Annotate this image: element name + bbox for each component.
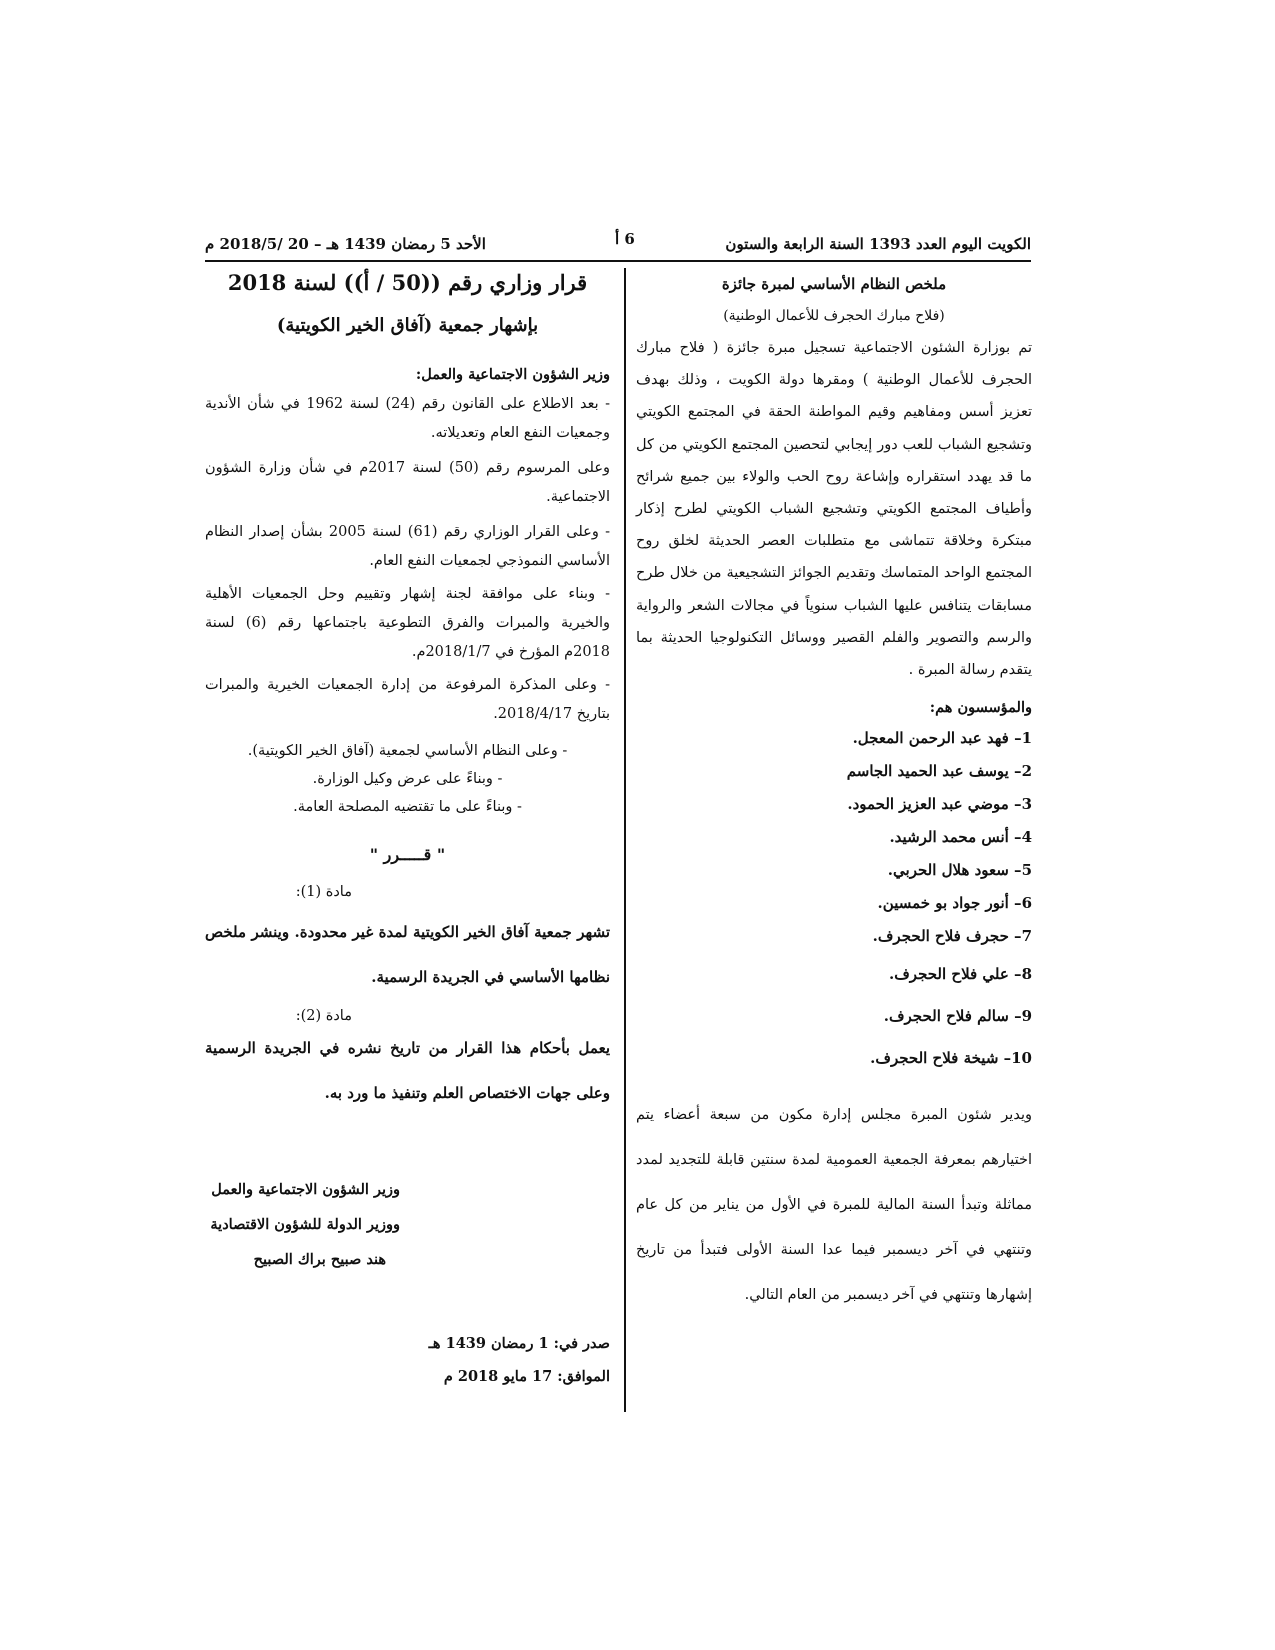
list-item: 4– أنس محمد الرشيد. [889,828,1032,847]
decree-subtitle: بإشهار جمعية (آفاق الخير الكويتية) [276,315,539,336]
clause-paragraph: - وعلى المذكرة المرفوعة من إدارة الجمعيات الخيرية والمبرات بتاريخ 2018/4/17. [205,677,610,722]
decree-title: قرار وزاري رقم ((50 / أ)) لسنة 2018 [227,270,588,295]
statute-summary-body: تم بوزارة الشئون الاجتماعية تسجيل مبرة جائزة ( فلاح مبارك الحجرف للأعمال الوطنية ) ومقرها دولة الكويت ، وذلك بهدف تعزيز أسس ومفاهيم وقيم المواطنة الحقة في المجتمع الكويتي وتشجيع الشباب للعب دور إيجابي لتحصين المجتمع الكويتي من كل ما قد يهدد استقراره وإشاعة روح الحب والولاء بين جميع شرائح وأطياف المجتمع الكويتي وتشجيع الشباب الكويتي لطرح إذكار مبتكرة وخلاقة تتماشى مع متطلبات العصر الحديثة لخلق روح المجتمع الواحد المتماسك وتقديم الجوائز التشجيعية من خلال طرح مسابقات يتنافس عليها الشباب سنوياً في مجالات الشعر والرواية والرسم والتصوير والفلم القصير ووسائل التكنولوجيا الحديثة بما يتقدم رسالة المبرة . [636,340,1032,679]
article-2-label: مادة (2): [295,1008,352,1024]
list-item: 10– شيخة فلاح الحجرف. [870,1049,1032,1068]
column-divider [624,268,626,1412]
header-issue-info: الكويت اليوم العدد 1393 السنة الرابعة والستون [725,235,1031,253]
header-page-number: 6 أ [615,230,635,248]
signature-line: ووزير الدولة للشؤون الاقتصادية [210,1216,400,1233]
clause-paragraph: وعلى المرسوم رقم (50) لسنة 2017م في شأن وزارة الشؤون الاجتماعية. [205,460,610,505]
clause-paragraph: - وبناءً على ما تقتضيه المصلحة العامة. [293,799,522,815]
header-date: الأحد 5 رمضان 1439 هـ – 20 /2018/5 م [205,235,486,253]
issued-gregorian: الموافق: 17 مايو 2018 م [443,1368,610,1385]
clause-paragraph: - وبناءً على عرض وكيل الوزارة. [312,771,503,787]
issue-date-block [205,1327,610,1393]
list-item: 6– أنور جواد بو خمسين. [877,894,1032,913]
decision-heading: " قـــــرر " [369,845,446,864]
founders-label: والمؤسسون هم: [929,699,1032,717]
page-header [205,228,1031,262]
clause-paragraph: - وعلى النظام الأساسي لجمعية (آفاق الخير الكويتية). [247,743,568,759]
article-1-label: مادة (1): [295,884,352,900]
list-item: 7– حجرف فلاح الحجرف. [872,927,1032,946]
list-item: 9– سالم فلاح الحجرف. [883,1007,1032,1026]
signature-name: هند صبيح براك الصبيح [253,1251,386,1268]
board-paragraph: ويدير شئون المبرة مجلس إدارة مكون من سبعة أعضاء يتم اختيارهم بمعرفة الجمعية العمومية لمدة سنتين قابلة للتجديد لمدد مماثلة وتبدأ السنة المالية للمبرة في الأول من يناير من كل عام وتنتهي في آخر ديسمبر فيما عدا السنة الأولى فتبدأ من تاريخ إشهارها وتنتهي في آخر ديسمبر من العام التالي. [636,1107,1032,1304]
short-clauses [205,737,610,821]
list-item: 3– موضي عبد العزيز الحمود. [847,795,1032,814]
statute-summary-title: ملخص النظام الأساسي لمبرة جائزة [721,275,947,293]
minister-line: وزير الشؤون الاجتماعية والعمل: [415,366,610,383]
right-column [636,268,1032,1318]
left-column [205,268,610,1393]
clause-paragraph: - وعلى القرار الوزاري رقم (61) لسنة 2005 بشأن إصدار النظام الأساسي النموذجي لجمعيات النفع العام. [205,524,610,569]
article-2-text: يعمل بأحكام هذا القرار من تاريخ نشره في الجريدة الرسمية وعلى جهات الاختصاص العلم وتنفيذ ما ورد به. [205,1039,610,1102]
signature-line: وزير الشؤون الاجتماعية والعمل [211,1181,400,1198]
statute-summary-subtitle: (فلاح مبارك الحجرف للأعمال الوطنية) [723,308,945,324]
article-1-text: تشهر جمعية آفاق الخير الكويتية لمدة غير محدودة. وينشر ملخص نظامها الأساسي في الجريدة الرسمية. [205,923,610,986]
issued-hijri: صدر في: 1 رمضان 1439 هـ [428,1335,610,1352]
list-item: 5– سعود هلال الحربي. [887,861,1032,880]
signature-block [205,1172,610,1277]
list-item: 8– علي فلاح الحجرف. [889,965,1032,984]
clause-paragraph: - بعد الاطلاع على القانون رقم (24) لسنة 1962 في شأن الأندية وجمعيات النفع العام وتعديلاته. [205,396,610,441]
list-item: 2– يوسف عبد الحميد الجاسم [846,762,1032,781]
founders-list [636,722,1032,1079]
list-item: 1– فهد عبد الرحمن المعجل. [852,729,1032,748]
clause-paragraph: - وبناء على موافقة لجنة إشهار وتقييم وحل الجمعيات الأهلية والخيرية والمبرات والفرق التطوعية باجتماعها رقم (6) لسنة 2018م المؤرخ في 2018/1/7م. [205,586,610,660]
